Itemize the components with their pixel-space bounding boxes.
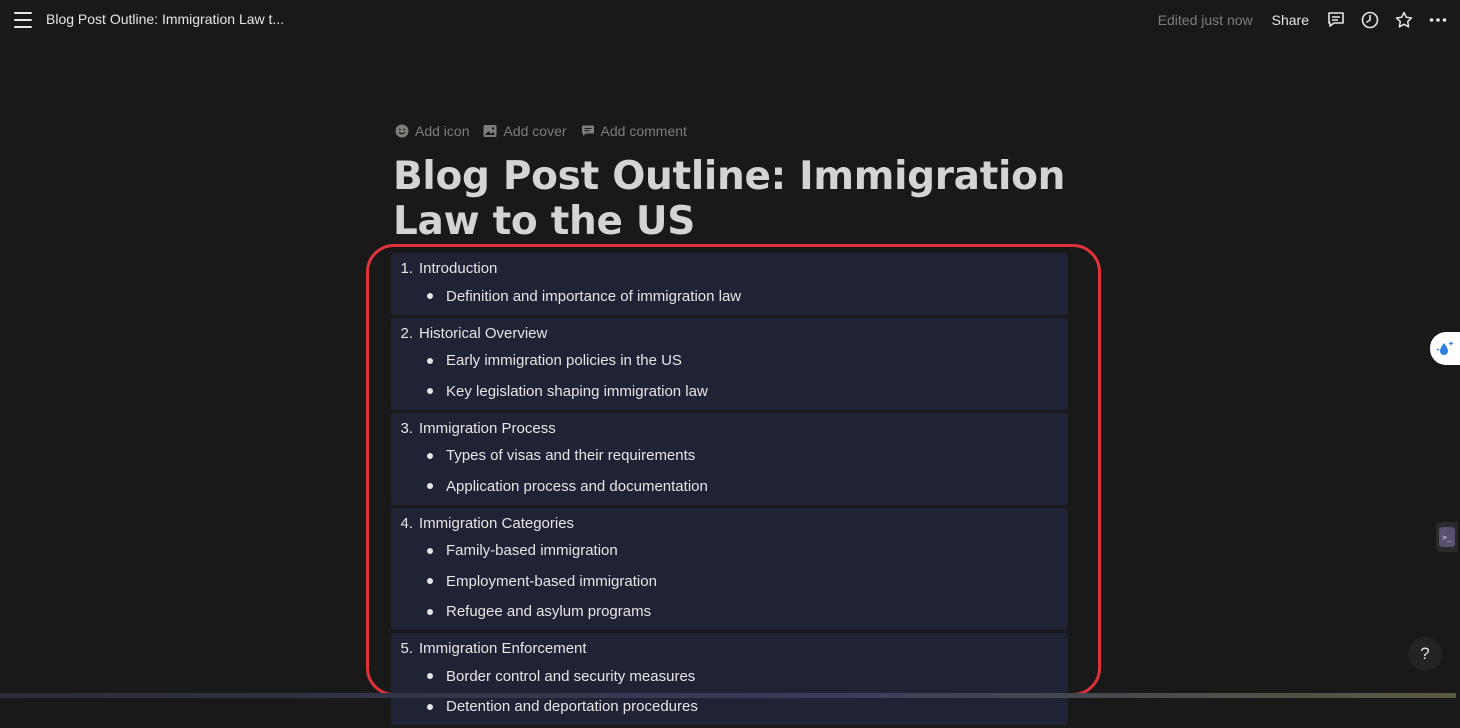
bullet-text[interactable]: Employment-based immigration: [446, 572, 657, 590]
bullet-list-item[interactable]: [391, 597, 1068, 628]
bullet-list-item[interactable]: [391, 536, 1068, 567]
page-title[interactable]: Blog Post Outline: Immigration Law to the US: [393, 154, 1066, 244]
section-label[interactable]: Immigration Process: [419, 419, 556, 437]
outline-section[interactable]: [391, 633, 1068, 725]
assistant-widget-button[interactable]: [1430, 332, 1460, 365]
comment-bubble-icon: [581, 124, 595, 138]
terminal-icon: >_: [1439, 527, 1455, 547]
bullet-text[interactable]: Refugee and asylum programs: [446, 603, 652, 621]
section-label[interactable]: Introduction: [419, 260, 498, 277]
favorite-star-icon[interactable]: [1394, 10, 1414, 30]
breadcrumb-doc-title[interactable]: Blog Post Outline: Immigration Law t...: [46, 11, 285, 27]
bullet-dot-icon: [427, 388, 433, 394]
bullet-text[interactable]: Detention and deportation procedures: [446, 698, 698, 716]
taskbar-edge: [0, 693, 1456, 698]
bullet-text[interactable]: Early immigration policies in the US: [446, 352, 682, 370]
section-number: 1.: [400, 260, 413, 277]
outline-section[interactable]: [391, 508, 1068, 631]
bullet-text[interactable]: Definition and importance of immigration law: [446, 287, 742, 305]
section-number: 2.: [400, 324, 413, 342]
bullet-list-item[interactable]: [391, 441, 1068, 472]
bullet-dot-icon: [427, 483, 433, 489]
bullet-list-item[interactable]: [391, 566, 1068, 597]
image-icon: [483, 124, 497, 138]
section-heading[interactable]: [391, 636, 1068, 661]
add-icon-button[interactable]: [395, 123, 469, 139]
bullet-text[interactable]: Border control and security measures: [446, 667, 696, 685]
bullet-list-item[interactable]: [391, 471, 1068, 502]
add-cover-button[interactable]: [483, 123, 566, 139]
bullet-text[interactable]: Application process and documentation: [446, 477, 708, 495]
outline-section[interactable]: [391, 253, 1068, 315]
topbar: [0, 0, 1456, 40]
sparkle-drop-icon: [1435, 339, 1455, 359]
section-label[interactable]: Immigration Enforcement: [419, 640, 587, 657]
section-number: 5.: [400, 640, 413, 657]
section-label[interactable]: Historical Overview: [419, 324, 548, 342]
history-clock-icon[interactable]: [1360, 10, 1380, 30]
bullet-text[interactable]: Types of visas and their requirements: [446, 447, 696, 465]
section-heading[interactable]: [391, 256, 1068, 281]
outline-section[interactable]: [391, 413, 1068, 505]
bullet-list-item[interactable]: [391, 346, 1068, 377]
add-comment-button[interactable]: [581, 123, 687, 139]
outline-list: [391, 253, 1068, 728]
section-heading[interactable]: [391, 416, 1068, 441]
smiley-icon: [395, 124, 409, 138]
bullet-list-item[interactable]: [391, 376, 1068, 407]
section-heading[interactable]: [391, 321, 1068, 346]
bullet-dot-icon: [427, 673, 433, 679]
bullet-list-item[interactable]: [391, 281, 1068, 312]
bullet-list-item[interactable]: [391, 661, 1068, 692]
comments-icon[interactable]: [1326, 10, 1346, 30]
page-header-actions: [395, 123, 687, 139]
help-button[interactable]: ?: [1408, 637, 1442, 671]
add-comment-label: Add comment: [600, 123, 687, 139]
topbar-actions: [1158, 0, 1448, 40]
bullet-dot-icon: [427, 358, 433, 364]
side-terminal-tab[interactable]: [1436, 522, 1458, 552]
bullet-dot-icon: [427, 293, 433, 299]
bullet-dot-icon: [427, 548, 433, 554]
bullet-dot-icon: [427, 578, 433, 584]
bullet-text[interactable]: Family-based immigration: [446, 542, 618, 560]
add-cover-label: Add cover: [503, 123, 567, 139]
bullet-dot-icon: [427, 704, 433, 710]
section-label[interactable]: Immigration Categories: [419, 514, 575, 532]
edited-status: Edited just now: [1157, 12, 1253, 28]
add-icon-label: Add icon: [415, 123, 470, 139]
section-number: 4.: [400, 514, 413, 532]
sidebar-toggle-menu-icon[interactable]: [13, 10, 33, 30]
section-number: 3.: [400, 419, 413, 437]
section-heading[interactable]: [391, 511, 1068, 536]
more-options-icon[interactable]: [1428, 10, 1448, 30]
share-button[interactable]: Share: [1271, 12, 1309, 28]
outline-section[interactable]: [391, 318, 1068, 410]
bullet-dot-icon: [427, 453, 433, 459]
bullet-dot-icon: [427, 609, 433, 615]
bullet-text[interactable]: Key legislation shaping immigration law: [446, 382, 708, 400]
